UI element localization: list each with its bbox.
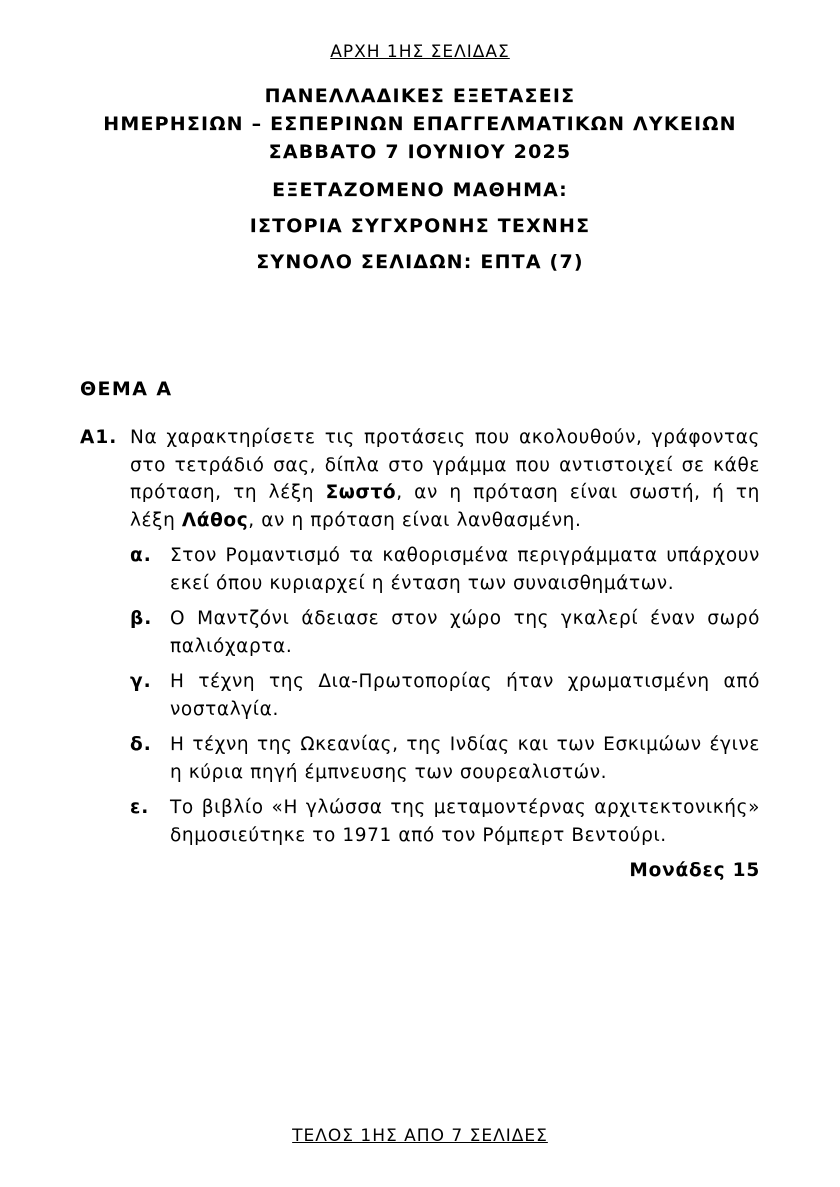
page-start-header: ΑΡΧΗ 1ΗΣ ΣΕΛΙΔΑΣ — [330, 42, 510, 62]
exam-title-block — [0, 82, 840, 276]
item-text: Η τέχνη της Ωκεανίας, της Ινδίας και των Εσκιμώων έγινε η κύρια πηγή έμπνευσης των σουρεαλιστών. — [170, 734, 760, 783]
item-label: β. — [130, 608, 153, 629]
item-label: δ. — [130, 734, 152, 755]
list-item — [130, 794, 760, 849]
list-item — [130, 731, 760, 786]
item-text: Η τέχνη της Δια-Πρωτοπορίας ήταν χρωματισμένη από νοσταλγία. — [170, 671, 760, 720]
marks: Μονάδες 15 — [629, 860, 760, 881]
question-text: Να χαρακτηρίσετε τις προτάσεις που ακολουθούν, γράφοντας στο τετράδιό σας, δίπλα στο γράμμα που αντιστοιχεί σε κάθε πρόταση, τη λέξη Σωστό, αν η πρόταση είναι σωστή, ή τη λέξη Λάθος, αν η πρόταση είναι λανθασμένη. — [130, 427, 760, 531]
list-item — [130, 668, 760, 723]
exam-title-line-2: ΗΜΕΡΗΣΙΩΝ – ΕΣΠΕΡΙΝΩΝ ΕΠΑΓΓΕΛΜΑΤΙΚΩΝ ΛΥΚΕΙΩΝ — [103, 113, 737, 135]
word-wrong: Λάθος — [181, 509, 249, 531]
list-item — [130, 542, 760, 597]
subject-label: ΕΞΕΤΑΖΟΜΕΝΟ ΜΑΘΗΜΑ: — [272, 179, 568, 201]
section-title: ΘΕΜΑ Α — [80, 378, 173, 400]
item-text: Ο Μαντζόνι άδειασε στον χώρο της γκαλερί έναν σωρό παλιόχαρτα. — [170, 608, 760, 657]
total-pages: ΣΥΝΟΛΟ ΣΕΛΙΔΩΝ: ΕΠΤΑ (7) — [256, 251, 584, 273]
subject-name: ΙΣΤΟΡΙΑ ΣΥΓΧΡΟΝΗΣ ΤΕΧΝΗΣ — [249, 215, 591, 237]
item-label: ε. — [130, 797, 150, 818]
exam-title-line-1: ΠΑΝΕΛΛΑΔΙΚΕΣ ΕΞΕΤΑΣΕΙΣ — [264, 85, 576, 107]
statement-list — [130, 542, 760, 849]
list-item — [130, 605, 760, 660]
exam-date: ΣΑΒΒΑΤΟ 7 ΙΟΥΝΙΟΥ 2025 — [268, 141, 572, 163]
question-a1 — [80, 424, 760, 885]
question-label: Α1. — [80, 427, 118, 448]
item-label: α. — [130, 545, 152, 566]
item-text: Στον Ρομαντισμό τα καθορισμένα περιγράμματα υπάρχουν εκεί όπου κυριαρχεί η ένταση των συναισθημάτων. — [170, 545, 760, 594]
item-text: Το βιβλίο «Η γλώσσα της μεταμοντέρνας αρχιτεκτονικής» δημοσιεύτηκε το 1971 από τον Ρόμπερτ Βεντούρι. — [170, 797, 760, 846]
word-correct: Σωστό — [325, 482, 397, 503]
item-label: γ. — [130, 671, 152, 692]
page-end-footer: ΤΕΛΟΣ 1ΗΣ ΑΠΟ 7 ΣΕΛΙΔΕΣ — [292, 1126, 548, 1146]
